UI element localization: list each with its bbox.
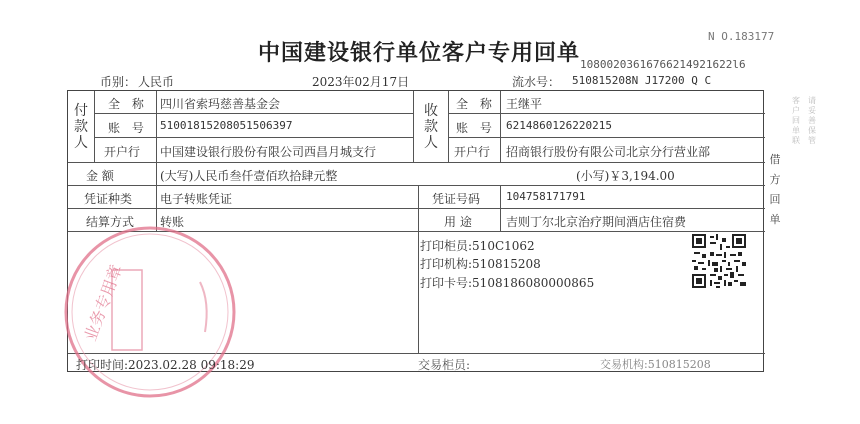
grid-line xyxy=(500,185,501,231)
payee-account: 6214860126220215 xyxy=(506,119,612,132)
voucher-number: 104758171791 xyxy=(506,190,586,203)
grid-line xyxy=(94,113,413,114)
usage-value: 吉则丁尔北京治疗期间酒店住宿费 xyxy=(506,215,687,229)
payer-account-label: 账 号 xyxy=(108,121,148,135)
payer-name-label: 全 称 xyxy=(108,97,148,111)
settlement-method-label: 结算方式 xyxy=(86,215,135,229)
amount-lower: (小写)￥3,194.00 xyxy=(576,169,675,183)
currency-label: 币别： xyxy=(100,75,137,89)
grid-line xyxy=(68,185,765,186)
serial-number: N O.183177 xyxy=(708,30,775,43)
grid-line xyxy=(68,162,765,163)
debit-receipt-note: 借方回单 xyxy=(769,153,781,226)
grid-line xyxy=(413,91,414,162)
document-title: 中国建设银行单位客户专用回单 xyxy=(258,40,581,66)
transaction-teller: 交易柜员: xyxy=(418,358,471,372)
grid-line xyxy=(448,91,449,162)
settlement-method: 转账 xyxy=(160,215,185,229)
stamp-text: 业务专用章 xyxy=(80,261,126,344)
transaction-id: 10800203616766214921622l6 xyxy=(580,58,746,71)
voucher-type: 电子转账凭证 xyxy=(160,192,233,206)
print-card: 打印卡号:5108186080000865 xyxy=(420,276,595,290)
payee-name: 王继平 xyxy=(506,97,543,111)
grid-line xyxy=(94,137,413,138)
grid-line xyxy=(418,231,419,353)
payee-bank-label: 开户行 xyxy=(454,145,491,159)
payer-name: 四川省索玛慈善基金会 xyxy=(160,97,281,111)
qr-code-icon xyxy=(692,234,746,288)
amount-label: 金 额 xyxy=(86,169,114,183)
usage-label: 用 途 xyxy=(444,215,472,229)
grid-line xyxy=(448,137,765,138)
flow-number: 510815208N J17200 Q C xyxy=(572,74,712,87)
currency-value: 人民币 xyxy=(138,75,175,89)
transaction-org: 交易机构:510815208 xyxy=(600,358,711,371)
transaction-date: 2023年02月17日 xyxy=(312,75,410,89)
payer-group-label: 付款人 xyxy=(74,103,88,151)
grid-line xyxy=(156,91,157,162)
print-org: 打印机构:510815208 xyxy=(420,257,541,271)
faint-side-text: 客户回单联 xyxy=(792,96,800,145)
payee-account-label: 账 号 xyxy=(456,121,496,135)
grid-line xyxy=(448,113,765,114)
voucher-number-label: 凭证号码 xyxy=(432,192,481,206)
grid-line xyxy=(156,162,157,231)
amount-upper: (大写)人民币叁仟壹佰玖拾肆元整 xyxy=(160,169,338,183)
faint-side-text: 请妥善保管 xyxy=(808,96,816,145)
grid-line xyxy=(418,185,419,231)
payer-bank-label: 开户行 xyxy=(104,145,141,159)
payee-bank: 招商银行股份有限公司北京分行营业部 xyxy=(506,145,711,159)
print-time: 打印时间:2023.02.28 09:18:29 xyxy=(76,358,255,372)
voucher-type-label: 凭证种类 xyxy=(84,192,133,206)
print-teller: 打印柜员:510C1062 xyxy=(420,239,535,253)
grid-line xyxy=(68,208,765,209)
grid-line xyxy=(94,91,95,162)
payee-group-label: 收款人 xyxy=(424,103,438,151)
grid-line xyxy=(500,91,501,162)
payee-name-label: 全 称 xyxy=(456,97,496,111)
official-stamp-icon xyxy=(60,222,240,402)
payer-bank: 中国建设银行股份有限公司西昌月城支行 xyxy=(160,145,377,159)
flow-number-label: 流水号： xyxy=(512,75,561,89)
payer-account: 51001815208051506397 xyxy=(160,119,293,132)
